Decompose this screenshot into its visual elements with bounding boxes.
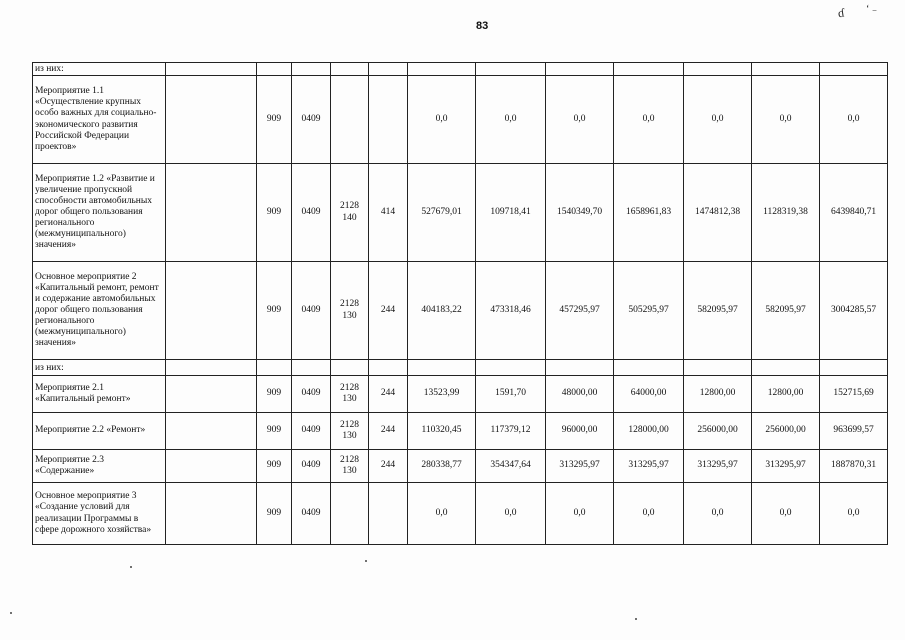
table-row [33,262,888,360]
year-4-value: 505295,97 [614,262,684,360]
scan-speck [130,566,132,568]
scan-speck [365,560,367,562]
year-3-value: 0,0 [546,483,614,545]
section-code: 0409 [292,450,331,483]
year-1-value: 0,0 [408,76,476,164]
grbs-code: 909 [257,164,292,262]
year-2-value: 0,0 [476,76,546,164]
expense-type: 244 [369,376,408,413]
expense-type [369,76,408,164]
year-1-value: 0,0 [408,483,476,545]
year-1-value: 280338,77 [408,450,476,483]
section-code: 0409 [292,164,331,262]
table-row [33,76,888,164]
row-name: Мероприятие 2.3 «Содержание» [33,450,166,483]
year-5-value: 1474812,38 [684,164,752,262]
year-5-value: 0,0 [684,483,752,545]
expense-type: 244 [369,413,408,450]
grbs-code: 909 [257,483,292,545]
section-code: 0409 [292,262,331,360]
grbs-code: 909 [257,262,292,360]
total-value: 3004285,57 [820,262,888,360]
total-value: 1887870,31 [820,450,888,483]
section-code: 0409 [292,483,331,545]
year-4-value: 313295,97 [614,450,684,483]
year-5-value: 256000,00 [684,413,752,450]
section-code: 0409 [292,413,331,450]
table-row [33,413,888,450]
year-6-value: 256000,00 [752,413,820,450]
year-2-value: 117379,12 [476,413,546,450]
budget-table [32,62,888,545]
year-2-value: 1591,70 [476,376,546,413]
year-2-value: 473318,46 [476,262,546,360]
year-5-value: 582095,97 [684,262,752,360]
year-6-value: 0,0 [752,483,820,545]
total-value: 963699,57 [820,413,888,450]
total-value: 152715,69 [820,376,888,413]
target-code [331,76,369,164]
table-row-subheader [33,360,888,376]
target-code: 2128 130 [331,413,369,450]
year-4-value: 0,0 [614,76,684,164]
year-6-value: 12800,00 [752,376,820,413]
target-code: 2128 130 [331,262,369,360]
row-name: Мероприятие 2.1 «Капитальный ремонт» [33,376,166,413]
year-3-value: 313295,97 [546,450,614,483]
grbs-code: 909 [257,450,292,483]
scan-speck [635,618,637,620]
row-name: Мероприятие 2.2 «Ремонт» [33,413,166,450]
year-3-value: 1540349,70 [546,164,614,262]
total-value: 0,0 [820,76,888,164]
year-5-value: 12800,00 [684,376,752,413]
total-value: 6439840,71 [820,164,888,262]
target-code [331,483,369,545]
page-number: 83 [476,20,489,32]
target-code: 2128 130 [331,376,369,413]
handwritten-mark: ɗ [836,5,845,21]
grbs-code: 909 [257,413,292,450]
table-row-top-label [33,63,888,76]
year-6-value: 313295,97 [752,450,820,483]
year-3-value: 0,0 [546,76,614,164]
target-code: 2128 130 [331,450,369,483]
expense-type: 414 [369,164,408,262]
expense-type [369,483,408,545]
handwritten-mark-2: ʻ ₋ [866,4,878,15]
year-3-value: 457295,97 [546,262,614,360]
row-name: Основное мероприятие 2 «Капитальный ремонт, ремонт и содержание автомобильных дорог общего пользования регионального (межмуниципального) значения» [33,262,166,360]
year-5-value: 0,0 [684,76,752,164]
year-3-value: 96000,00 [546,413,614,450]
year-3-value: 48000,00 [546,376,614,413]
year-6-value: 1128319,38 [752,164,820,262]
target-code: 2128 140 [331,164,369,262]
section-code: 0409 [292,376,331,413]
year-2-value: 0,0 [476,483,546,545]
table-row [33,376,888,413]
subheader-label: из них: [33,360,166,376]
year-6-value: 0,0 [752,76,820,164]
expense-type: 244 [369,450,408,483]
year-1-value: 527679,01 [408,164,476,262]
year-6-value: 582095,97 [752,262,820,360]
row-name: Мероприятие 1.2 «Развитие и увеличение пропускной способности автомобильных дорог общего пользования регионального (межмуниципального) значения» [33,164,166,262]
year-2-value: 109718,41 [476,164,546,262]
section-code: 0409 [292,76,331,164]
expense-type: 244 [369,262,408,360]
year-4-value: 1658961,83 [614,164,684,262]
row-name: Основное мероприятие 3 «Создание условий для реализации Программы в сфере дорожного хозяйства» [33,483,166,545]
year-1-value: 110320,45 [408,413,476,450]
grbs-code: 909 [257,376,292,413]
year-5-value: 313295,97 [684,450,752,483]
table-row [33,164,888,262]
subheader-label: из них: [33,63,166,76]
year-2-value: 354347,64 [476,450,546,483]
year-4-value: 0,0 [614,483,684,545]
year-4-value: 64000,00 [614,376,684,413]
table-row [33,483,888,545]
year-4-value: 128000,00 [614,413,684,450]
grbs-code: 909 [257,76,292,164]
scan-speck [10,612,12,614]
row-name: Мероприятие 1.1 «Осуществление крупных особо важных для социально-экономического развития Российской Федерации проектов» [33,76,166,164]
year-1-value: 404183,22 [408,262,476,360]
year-1-value: 13523,99 [408,376,476,413]
total-value: 0,0 [820,483,888,545]
table-row [33,450,888,483]
